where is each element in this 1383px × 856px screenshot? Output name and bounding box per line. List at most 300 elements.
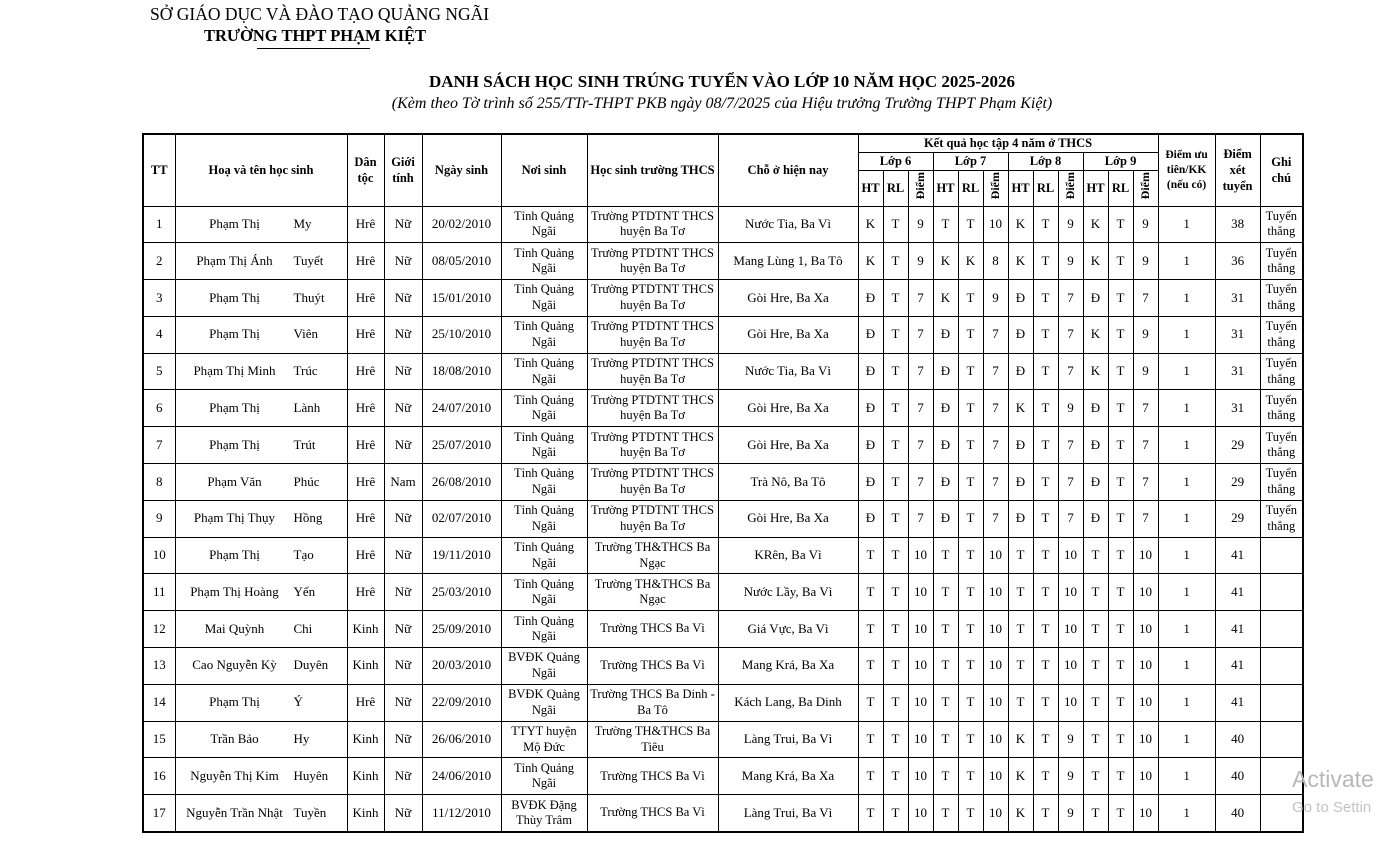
row-grade-cell: T xyxy=(883,280,908,317)
row-grade-cell: T xyxy=(858,537,883,574)
row-grade-cell: T xyxy=(933,537,958,574)
row-grade-cell: 9 xyxy=(1133,243,1158,280)
row-ethnicity: Kinh xyxy=(347,648,384,685)
first-name: Ý xyxy=(293,694,303,710)
row-grade-cell: 10 xyxy=(1133,758,1158,795)
row-grade-cell: T xyxy=(883,243,908,280)
row-note: Tuyển thẳng xyxy=(1260,353,1303,390)
col-diem: Điểm xyxy=(912,172,927,200)
row-school: Trường TH&THCS Ba Tiêu xyxy=(587,721,718,758)
first-name: Trúc xyxy=(293,363,318,379)
col-priority: Điểm ưu tiên/KK (nếu có) xyxy=(1158,134,1215,206)
row-grade-cell: 8 xyxy=(983,243,1008,280)
last-name: Phạm Thị xyxy=(209,216,260,231)
last-name: Phạm Văn xyxy=(207,474,262,489)
first-name: Huyên xyxy=(293,767,329,783)
row-gender: Nữ xyxy=(384,537,422,574)
row-grade-cell: T xyxy=(1108,316,1133,353)
row-grade-cell: T xyxy=(883,684,908,721)
row-grade-cell: 7 xyxy=(1133,427,1158,464)
row-grade-cell: 9 xyxy=(1058,243,1083,280)
row-grade-cell: T xyxy=(958,684,983,721)
row-birthplace: Tỉnh Quảng Ngãi xyxy=(501,427,587,464)
row-grade-cell: T xyxy=(1108,500,1133,537)
row-grade-cell: T xyxy=(1033,206,1058,243)
row-name xyxy=(175,316,347,353)
row-grade-cell: 10 xyxy=(908,795,933,832)
row-tt: 3 xyxy=(143,280,175,317)
row-grade-cell: 10 xyxy=(983,574,1008,611)
department-name: SỞ GIÁO DỤC VÀ ĐÀO TẠO QUẢNG NGÃI xyxy=(150,4,490,24)
row-grade-cell: K xyxy=(933,243,958,280)
row-grade-cell: 7 xyxy=(1133,500,1158,537)
row-address: Gòi Hre, Ba Xa xyxy=(718,280,858,317)
row-grade-cell: 9 xyxy=(983,280,1008,317)
row-address: Giá Vực, Ba Vì xyxy=(718,611,858,648)
row-grade-cell: T xyxy=(958,316,983,353)
admission-table xyxy=(142,133,1304,833)
row-grade-cell: T xyxy=(958,721,983,758)
table-row xyxy=(143,206,1303,243)
row-grade-cell: 10 xyxy=(1133,648,1158,685)
row-dob: 20/03/2010 xyxy=(422,648,501,685)
first-name: Tạo xyxy=(293,547,314,563)
last-name: Nguyễn Thị Kim xyxy=(190,768,279,783)
table-row xyxy=(143,353,1303,390)
row-tt: 13 xyxy=(143,648,175,685)
row-dob: 11/12/2010 xyxy=(422,795,501,832)
row-grade-cell: T xyxy=(958,353,983,390)
row-note: Tuyển thẳng xyxy=(1260,464,1303,501)
row-grade-cell: 7 xyxy=(1133,280,1158,317)
last-name: Mai Quỳnh xyxy=(204,621,265,636)
row-dob: 18/08/2010 xyxy=(422,353,501,390)
row-school: Trường THCS Ba Vì xyxy=(587,648,718,685)
first-name: Chi xyxy=(293,620,313,636)
row-gender: Nữ xyxy=(384,574,422,611)
row-grade-cell: T xyxy=(1108,280,1133,317)
row-grade-cell: T xyxy=(1108,390,1133,427)
row-name xyxy=(175,427,347,464)
row-grade-cell: 10 xyxy=(1058,684,1083,721)
row-note: Tuyển thẳng xyxy=(1260,280,1303,317)
row-grade-cell: T xyxy=(858,795,883,832)
row-name xyxy=(175,537,347,574)
row-grade-cell: 7 xyxy=(1058,427,1083,464)
last-name: Phạm Thị xyxy=(209,327,260,342)
row-grade-cell: T xyxy=(1008,574,1033,611)
row-score: 29 xyxy=(1215,500,1260,537)
row-grade-cell: T xyxy=(858,721,883,758)
name-wrap xyxy=(176,806,347,821)
row-grade-cell: T xyxy=(1083,611,1108,648)
col-name: Hoạ và tên học sinh xyxy=(175,134,347,206)
row-score: 29 xyxy=(1215,427,1260,464)
row-score: 40 xyxy=(1215,795,1260,832)
last-name: Phạm Thị Hoàng xyxy=(190,584,279,599)
row-grade-cell: 9 xyxy=(1133,206,1158,243)
col-ethnicity: Dân tộc xyxy=(347,134,384,206)
row-dob: 25/07/2010 xyxy=(422,427,501,464)
row-score: 41 xyxy=(1215,684,1260,721)
row-address: Gòi Hre, Ba Xa xyxy=(718,316,858,353)
row-grade-cell: T xyxy=(958,206,983,243)
first-name: Hy xyxy=(293,731,310,747)
name-wrap xyxy=(176,658,347,673)
row-grade-cell: T xyxy=(1008,537,1033,574)
row-note xyxy=(1260,684,1303,721)
row-ethnicity: Hrê xyxy=(347,390,384,427)
row-grade-cell: T xyxy=(1108,243,1133,280)
row-dob: 24/07/2010 xyxy=(422,390,501,427)
row-dob: 08/05/2010 xyxy=(422,243,501,280)
table-row xyxy=(143,427,1303,464)
row-ethnicity: Kinh xyxy=(347,758,384,795)
row-grade-cell: T xyxy=(883,537,908,574)
row-grade-cell: 10 xyxy=(1133,795,1158,832)
row-ethnicity: Hrê xyxy=(347,537,384,574)
first-name: Tuyền xyxy=(293,804,327,820)
row-grade-cell: 9 xyxy=(1058,758,1083,795)
row-address: Gòi Hre, Ba Xa xyxy=(718,500,858,537)
col-diem: Điểm xyxy=(987,172,1002,200)
row-grade-cell: T xyxy=(858,758,883,795)
col-birthplace: Nơi sinh xyxy=(501,134,587,206)
row-priority: 1 xyxy=(1158,574,1215,611)
row-grade-cell: T xyxy=(1083,684,1108,721)
last-name: Phạm Thị Thụy xyxy=(193,511,276,526)
row-name xyxy=(175,500,347,537)
row-score: 40 xyxy=(1215,758,1260,795)
row-priority: 1 xyxy=(1158,684,1215,721)
row-note: Tuyển thẳng xyxy=(1260,243,1303,280)
first-name: Yến xyxy=(293,583,316,599)
activation-watermark: Activate xyxy=(1292,766,1374,792)
row-grade-cell: 7 xyxy=(983,390,1008,427)
row-tt: 5 xyxy=(143,353,175,390)
row-grade-cell: T xyxy=(958,464,983,501)
row-ethnicity: Hrê xyxy=(347,353,384,390)
col-diem-cell xyxy=(1133,170,1158,206)
row-priority: 1 xyxy=(1158,464,1215,501)
row-grade-cell: T xyxy=(958,537,983,574)
row-grade-cell: 10 xyxy=(1058,648,1083,685)
row-score: 41 xyxy=(1215,611,1260,648)
table-body xyxy=(143,206,1303,832)
row-grade-cell: T xyxy=(933,574,958,611)
row-grade-cell: Đ xyxy=(858,464,883,501)
row-grade-cell: 9 xyxy=(1133,316,1158,353)
row-gender: Nữ xyxy=(384,243,422,280)
row-grade-cell: 10 xyxy=(1058,574,1083,611)
row-school: Trường PTDTNT THCS huyện Ba Tơ xyxy=(587,427,718,464)
row-grade-cell: T xyxy=(1033,611,1058,648)
row-grade-cell: 10 xyxy=(908,537,933,574)
row-address: Làng Trui, Ba Vì xyxy=(718,721,858,758)
row-grade-cell: T xyxy=(933,758,958,795)
row-birthplace: Tỉnh Quảng Ngãi xyxy=(501,316,587,353)
row-grade-cell: 10 xyxy=(908,648,933,685)
row-birthplace: Tỉnh Quảng Ngãi xyxy=(501,464,587,501)
row-grade-cell: 10 xyxy=(983,795,1008,832)
row-grade-cell: T xyxy=(1108,574,1133,611)
row-grade-cell: 7 xyxy=(908,464,933,501)
row-grade-cell: 7 xyxy=(983,316,1008,353)
row-score: 38 xyxy=(1215,206,1260,243)
row-gender: Nữ xyxy=(384,316,422,353)
row-grade-cell: T xyxy=(958,390,983,427)
row-birthplace: Tỉnh Quảng Ngãi xyxy=(501,390,587,427)
row-grade-cell: T xyxy=(1083,574,1108,611)
row-grade-cell: Đ xyxy=(858,390,883,427)
row-grade-cell: 7 xyxy=(1058,280,1083,317)
row-tt: 17 xyxy=(143,795,175,832)
name-wrap xyxy=(176,585,347,600)
row-grade-cell: T xyxy=(1108,758,1133,795)
row-grade-cell: T xyxy=(883,464,908,501)
row-grade-cell: 7 xyxy=(983,427,1008,464)
row-grade-cell: Đ xyxy=(858,353,883,390)
row-priority: 1 xyxy=(1158,500,1215,537)
row-grade-cell: T xyxy=(1033,721,1058,758)
row-name xyxy=(175,611,347,648)
row-name xyxy=(175,280,347,317)
row-name xyxy=(175,574,347,611)
last-name: Phạm Thị Ánh xyxy=(196,253,273,268)
row-grade-cell: T xyxy=(883,795,908,832)
row-grade-cell: T xyxy=(1033,464,1058,501)
row-priority: 1 xyxy=(1158,353,1215,390)
row-school: Trường THCS Ba Vì xyxy=(587,758,718,795)
row-grade-cell: T xyxy=(1083,795,1108,832)
row-grade-cell: 7 xyxy=(1133,390,1158,427)
row-address: Gòi Hre, Ba Xa xyxy=(718,390,858,427)
row-gender: Nữ xyxy=(384,280,422,317)
row-grade-cell: 10 xyxy=(1133,684,1158,721)
row-score: 31 xyxy=(1215,316,1260,353)
last-name: Phạm Thị Minh xyxy=(193,364,276,379)
row-grade-cell: T xyxy=(933,795,958,832)
row-tt: 14 xyxy=(143,684,175,721)
col-diem-cell xyxy=(983,170,1008,206)
row-grade-cell: T xyxy=(1083,758,1108,795)
row-grade-cell: 10 xyxy=(983,648,1008,685)
row-grade-cell: T xyxy=(1008,684,1033,721)
row-grade-cell: T xyxy=(1108,611,1133,648)
row-grade-cell: T xyxy=(1108,721,1133,758)
name-wrap xyxy=(176,401,347,416)
first-name: Thuýt xyxy=(293,289,325,305)
row-address: Làng Trui, Ba Vì xyxy=(718,795,858,832)
row-priority: 1 xyxy=(1158,537,1215,574)
row-tt: 2 xyxy=(143,243,175,280)
row-ethnicity: Hrê xyxy=(347,500,384,537)
row-grade-cell: T xyxy=(858,611,883,648)
row-gender: Nam xyxy=(384,464,422,501)
row-grade-cell: 9 xyxy=(908,206,933,243)
table-row xyxy=(143,316,1303,353)
row-grade-cell: 7 xyxy=(1058,353,1083,390)
row-ethnicity: Hrê xyxy=(347,574,384,611)
row-grade-cell: T xyxy=(858,684,883,721)
row-grade-cell: T xyxy=(883,721,908,758)
row-name xyxy=(175,648,347,685)
row-grade-cell: Đ xyxy=(1083,390,1108,427)
row-note xyxy=(1260,611,1303,648)
row-grade-cell: 7 xyxy=(908,316,933,353)
row-grade-cell: Đ xyxy=(858,316,883,353)
row-school: Trường PTDTNT THCS huyện Ba Tơ xyxy=(587,500,718,537)
row-grade-cell: T xyxy=(1108,684,1133,721)
row-school: Trường PTDTNT THCS huyện Ba Tơ xyxy=(587,280,718,317)
first-name: My xyxy=(293,215,312,231)
table-row xyxy=(143,280,1303,317)
row-grade-cell: T xyxy=(883,206,908,243)
row-tt: 1 xyxy=(143,206,175,243)
row-grade-cell: T xyxy=(1033,574,1058,611)
row-grade-cell: T xyxy=(1033,648,1058,685)
col-rl: RL xyxy=(883,170,908,206)
row-dob: 25/03/2010 xyxy=(422,574,501,611)
row-grade-cell: T xyxy=(958,758,983,795)
first-name: Tuyết xyxy=(293,252,324,268)
row-priority: 1 xyxy=(1158,427,1215,464)
row-grade-cell: K xyxy=(1008,721,1033,758)
row-grade-cell: Đ xyxy=(933,464,958,501)
name-wrap xyxy=(176,291,347,306)
name-wrap xyxy=(176,217,347,232)
row-grade-cell: K xyxy=(1008,206,1033,243)
row-ethnicity: Hrê xyxy=(347,684,384,721)
row-grade-cell: T xyxy=(858,574,883,611)
row-note: Tuyển thẳng xyxy=(1260,427,1303,464)
row-name xyxy=(175,353,347,390)
table-row xyxy=(143,758,1303,795)
row-score: 40 xyxy=(1215,721,1260,758)
header-underline xyxy=(257,48,370,49)
table-row xyxy=(143,721,1303,758)
row-grade-cell: T xyxy=(958,574,983,611)
name-wrap xyxy=(176,548,347,563)
row-grade-cell: 7 xyxy=(1133,464,1158,501)
row-address: Nước Lầy, Ba Vì xyxy=(718,574,858,611)
row-score: 41 xyxy=(1215,537,1260,574)
row-address: Mang Lùng 1, Ba Tô xyxy=(718,243,858,280)
table-row xyxy=(143,464,1303,501)
row-gender: Nữ xyxy=(384,206,422,243)
row-grade-cell: 9 xyxy=(1058,721,1083,758)
col-diem: Điểm xyxy=(1137,172,1152,200)
row-score: 36 xyxy=(1215,243,1260,280)
activation-watermark-sub: Go to Settin xyxy=(1292,799,1372,816)
row-name xyxy=(175,206,347,243)
row-grade-cell: 7 xyxy=(908,500,933,537)
row-birthplace: Tỉnh Quảng Ngãi xyxy=(501,206,587,243)
last-name: Phạm Thị xyxy=(209,400,260,415)
row-grade-cell: 7 xyxy=(1058,500,1083,537)
first-name: Viên xyxy=(293,326,318,342)
table-row xyxy=(143,537,1303,574)
table-row xyxy=(143,795,1303,832)
row-note: Tuyển thẳng xyxy=(1260,390,1303,427)
row-grade-cell: Đ xyxy=(933,427,958,464)
row-birthplace: Tỉnh Quảng Ngãi xyxy=(501,537,587,574)
row-grade-cell: 10 xyxy=(1058,611,1083,648)
row-score: 31 xyxy=(1215,390,1260,427)
row-dob: 25/09/2010 xyxy=(422,611,501,648)
row-grade-cell: 9 xyxy=(1133,353,1158,390)
row-grade-cell: 10 xyxy=(1133,721,1158,758)
first-name: Lành xyxy=(293,399,321,415)
row-grade-cell: 7 xyxy=(983,500,1008,537)
row-grade-cell: K xyxy=(858,206,883,243)
row-address: Gòi Hre, Ba Xa xyxy=(718,427,858,464)
row-ethnicity: Hrê xyxy=(347,427,384,464)
row-birthplace: TTYT huyện Mộ Đức xyxy=(501,721,587,758)
row-birthplace: Tỉnh Quảng Ngãi xyxy=(501,611,587,648)
row-school: Trường THCS Ba Dinh - Ba Tô xyxy=(587,684,718,721)
row-grade-cell: T xyxy=(883,427,908,464)
row-tt: 12 xyxy=(143,611,175,648)
row-grade-cell: 10 xyxy=(908,758,933,795)
col-ht: HT xyxy=(1083,170,1108,206)
row-dob: 02/07/2010 xyxy=(422,500,501,537)
row-tt: 8 xyxy=(143,464,175,501)
col-diem: Điểm xyxy=(1062,172,1077,200)
row-note xyxy=(1260,537,1303,574)
row-grade-cell: 10 xyxy=(908,611,933,648)
row-birthplace: Tỉnh Quảng Ngãi xyxy=(501,758,587,795)
row-grade-cell: T xyxy=(1033,316,1058,353)
row-grade-cell: T xyxy=(958,611,983,648)
row-ethnicity: Hrê xyxy=(347,280,384,317)
row-grade-cell: 10 xyxy=(1133,611,1158,648)
row-gender: Nữ xyxy=(384,390,422,427)
row-grade-cell: T xyxy=(1033,795,1058,832)
col-results-group: Kết quả học tập 4 năm ở THCS xyxy=(858,134,1158,152)
row-grade-cell: K xyxy=(1008,795,1033,832)
row-name xyxy=(175,390,347,427)
row-grade-cell: 9 xyxy=(1058,206,1083,243)
row-priority: 1 xyxy=(1158,795,1215,832)
row-grade-cell: K xyxy=(1008,243,1033,280)
row-grade-cell: Đ xyxy=(1008,427,1033,464)
col-grade6: Lớp 6 xyxy=(858,152,933,170)
row-grade-cell: K xyxy=(1083,353,1108,390)
row-note: Tuyển thẳng xyxy=(1260,316,1303,353)
row-grade-cell: T xyxy=(1033,500,1058,537)
col-grade9: Lớp 9 xyxy=(1083,152,1158,170)
row-grade-cell: 7 xyxy=(908,390,933,427)
row-grade-cell: Đ xyxy=(1083,464,1108,501)
row-grade-cell: 7 xyxy=(908,280,933,317)
school-name: TRƯỜNG THPT PHẠM KIỆT xyxy=(204,26,427,45)
row-grade-cell: T xyxy=(933,684,958,721)
row-dob: 22/09/2010 xyxy=(422,684,501,721)
row-priority: 1 xyxy=(1158,280,1215,317)
row-grade-cell: Đ xyxy=(1008,353,1033,390)
row-grade-cell: T xyxy=(958,795,983,832)
row-school: Trường THCS Ba Vì xyxy=(587,611,718,648)
row-dob: 24/06/2010 xyxy=(422,758,501,795)
row-grade-cell: Đ xyxy=(858,427,883,464)
first-name: Phúc xyxy=(293,473,320,489)
row-grade-cell: T xyxy=(958,427,983,464)
row-grade-cell: K xyxy=(1008,390,1033,427)
row-address: Mang Krá, Ba Xa xyxy=(718,648,858,685)
col-grade7: Lớp 7 xyxy=(933,152,1008,170)
row-note: Tuyển thẳng xyxy=(1260,206,1303,243)
